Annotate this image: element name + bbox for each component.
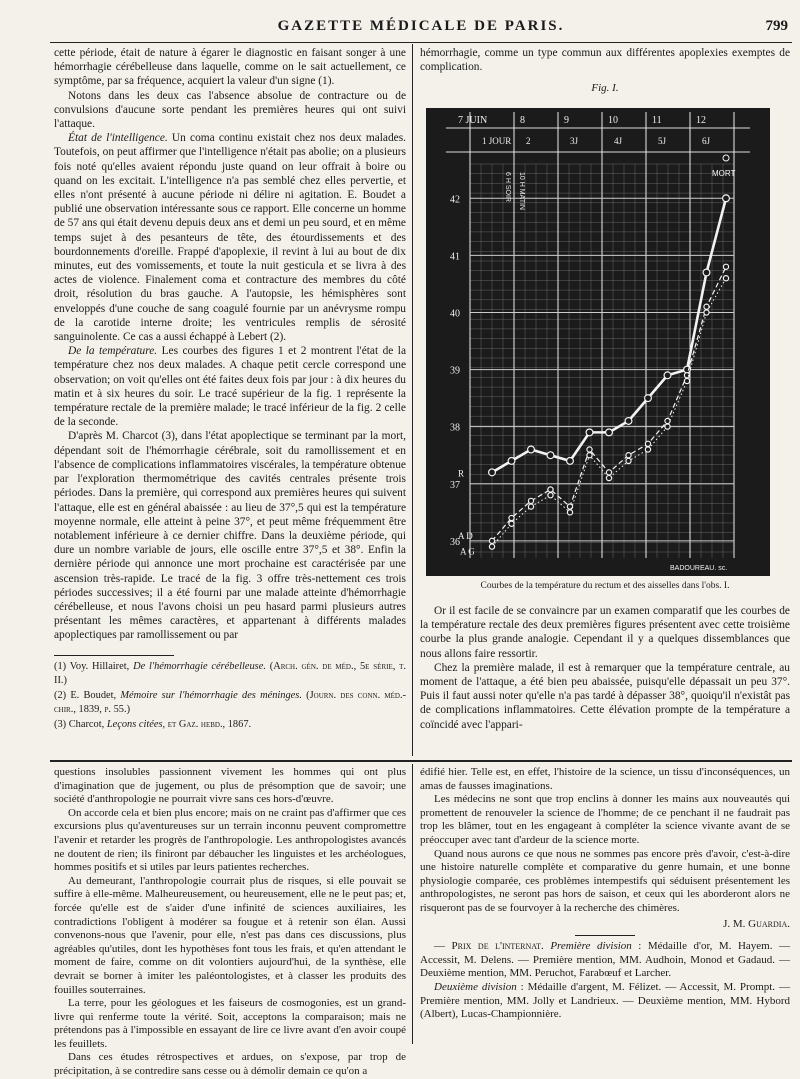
prize-division: Deuxième division bbox=[434, 980, 517, 993]
journal-title: GAZETTE MÉDICALE DE PARIS. bbox=[277, 18, 565, 34]
date-label: 12 bbox=[696, 115, 706, 126]
column-right-top bbox=[420, 46, 790, 74]
data-point bbox=[723, 276, 728, 281]
footnote-title: Mémoire sur l'hémorrhagie des méninges. bbox=[120, 690, 302, 701]
y-tick-label: 39 bbox=[450, 365, 460, 377]
data-point bbox=[665, 418, 670, 423]
day-label: 5J bbox=[658, 136, 667, 146]
date-label: 10 bbox=[608, 115, 618, 126]
y-tick-label: 40 bbox=[450, 308, 460, 320]
paragraph: Chez la première malade, il est à remarquer que la température centrale, au moment de l'attaque, a été bien peu abaissée, puisqu'elle dépassait un peu 37°. Puis il faut aussi noter qu'elle n'a pas tardé à dépasser 38°, quoiqu'il n'existât pas de complications inflammatoires. Cette élévation prompte de la température a coïncidé avec l'appari- bbox=[420, 661, 790, 731]
prize-paragraph bbox=[420, 981, 790, 1022]
data-point bbox=[704, 310, 709, 315]
paragraph: Dans ces études rétrospectives et ardues, on s'expose, par trop de précipitation, à se contredire sans cesse ou à démolir demain ce qu'on a bbox=[54, 1051, 406, 1078]
separator bbox=[575, 935, 635, 936]
data-point bbox=[548, 493, 553, 498]
footnote-divider bbox=[54, 655, 174, 656]
column-right-bottom bbox=[420, 604, 790, 732]
data-point bbox=[547, 452, 554, 459]
data-point bbox=[567, 458, 574, 465]
data-point bbox=[704, 304, 709, 309]
footnotes bbox=[54, 660, 406, 734]
data-point bbox=[587, 453, 592, 458]
chart-background bbox=[426, 108, 770, 576]
column-left-bottom bbox=[54, 766, 406, 1079]
footnote-source: et Gaz. hebd., 1867. bbox=[165, 719, 252, 730]
data-point bbox=[626, 458, 631, 463]
annotation-label: MORT bbox=[712, 169, 736, 178]
footnote-3 bbox=[54, 718, 406, 732]
footnote-source: (Journ. des conn. méd.-chir., 1839, p. 55.) bbox=[54, 690, 407, 715]
data-point bbox=[606, 470, 611, 475]
data-point bbox=[606, 429, 613, 436]
paragraph: hémorrhagie, comme un type commun aux différentes apoplexies exemptes de complication. bbox=[420, 47, 790, 74]
figure-caption: Courbes de la température du rectum et des aisselles dans l'obs. I. bbox=[480, 581, 730, 591]
paragraph: édifié hier. Telle est, en effet, l'histoire de la science, un tissu d'inconséquences, un amas de fausses imaginations. bbox=[420, 766, 790, 792]
paragraph: cette période, était de nature à égarer le diagnostic en faisant songer à une hémorrhagie cérébelleuse dans laquelle, comme on le sait actuellement, ce symptôme, par sa fréquence, acquiert la valeur d'un signe (1). bbox=[54, 47, 406, 88]
data-point bbox=[645, 447, 650, 452]
figure-title: Fig. I. bbox=[591, 82, 619, 94]
footnote-text: (2) E. Boudet, bbox=[54, 690, 121, 701]
day-label: 2 bbox=[526, 136, 531, 146]
page-header bbox=[50, 16, 792, 43]
time-label: 6 H SOIR bbox=[504, 172, 511, 202]
paragraph-intelligence bbox=[54, 131, 406, 344]
column-divider bbox=[412, 44, 413, 756]
footnote-source: (Arch. gén. de méd., 5e série, t. II.) bbox=[54, 661, 406, 686]
data-point bbox=[548, 487, 553, 492]
section-heading: De la température. bbox=[68, 345, 158, 358]
data-point bbox=[528, 504, 533, 509]
day-label: 3J bbox=[570, 136, 579, 146]
data-point bbox=[625, 418, 632, 425]
data-point bbox=[508, 458, 515, 465]
series-label: R bbox=[458, 468, 465, 479]
day-label: 4J bbox=[614, 136, 623, 146]
paragraph: La terre, pour les géologues et les faiseurs de cosmogonies, est un grand-livre qui renferme toute la vérité. Soit, acceptons la comparaison; mais ne prétendons pas à l'impossible en essayant de lire ce livre avant d'en avoir coupé les feuillets. bbox=[54, 997, 406, 1050]
column-divider bbox=[412, 764, 413, 1044]
prize-heading: — Prix de l'internat. bbox=[434, 940, 551, 953]
data-point bbox=[665, 424, 670, 429]
paragraph-text: Un coma continu existait chez nos deux malades. Toutefois, on peut affirmer que l'intelligence n'était pas abolie; on a plusieurs fois noté qu'elles avaient répondu juste quand on leur offrait à boire ou quand on les excitait. L'intelligence n'a pas semblé chez elles pervertie, et elles n'ont présenté à aucune période ni délire ni agitation. E. Boudet a publié une observation intéressante sous ce rapport. Elle concerne un homme de 57 ans qui était devenu depuis deux ans et demi un peu sourd, et en même temps sujet à des pesanteurs de tête, des étourdissements et des bourdonnements d'oreille. Frappé d'apoplexie, il revint à lui au bout de dix minutes, eut des vomissements, et toute la nuit gesticula et se livra à des actes de violence. Finalement coma et contracture des membres du côté droit, résolution du bras gauche. A l'autopsie, les hémisphères sont enveloppés d'une couche de sang coagulé fournie par un anévrysme rompu de la carotide interne droite; les ventricules remplis de sérosité sanguinolente. Ce cas a aussi échappé à Lebert (2). bbox=[54, 132, 407, 344]
engraver-signature: BADOUREAU. sc. bbox=[670, 565, 728, 572]
y-tick-label: 37 bbox=[450, 479, 460, 491]
data-point bbox=[509, 515, 514, 520]
paragraph: D'après M. Charcot (3), dans l'état apoplectique se terminant par la mort, dépendant soit de l'hémorrhagie cérébrale, soit du ramollissement et en l'absence de complications inflammatoires viscérales, la température obtenue par l'exploration thermométrique des cavités centrales présente trois périodes. Dans la première, qui correspond aux premières heures qui suivent l'attaque, elle est en général abaissée : au lieu de 37°,5 qui est la température moyenne normale, elle atteint à peine 37°, et peut même fréquemment être notablement inférieure à ce dernier chiffre. Dans la deuxième période, qui dure un nombre variable de jours, elle oscille entre 37°,5 et 38°. Enfin la dernière période qui annonce une mort prochaine est caractérisée par une ascension très-rapide. Le tracé de la fig. 3 offre très-nettement ces trois périodes successives; il a été fourni par une malade atteinte d'hémorrhagie cérébelleuse, et nous l'avons choisi un peu hasard parmi plusieurs autres présentant les mêmes caractères, et appartenant à différents malades apoplectiques par ramollissement ou par bbox=[54, 430, 406, 642]
paragraph: Notons dans les deux cas l'absence absolue de contracture ou de convulsions d'aucune sorte pendant les premières heures qui ont suivi l'attaque. bbox=[54, 89, 406, 131]
date-label: 11 bbox=[652, 115, 662, 126]
paragraph: Au demeurant, l'anthropologie courrait plus de risques, si elle pouvait se suffire à elle-même. Malheureusement, ou heureusement, elle ne le peut pas; et, forcée qu'elle est de s'aider d'une infinité de sciences auxiliaires, les contradictions l'obligent à modérer sa fougue et à retenir son élan. Aussi convenons-nous que l'avenir, pour elle, n'est pas dans ces discussions, plus agréables qu'utiles, dont les hypothèses font tous les frais, et qu'en attendant le moment de faire, comme on dit volontiers aujourd'hui, de la synthèse, elle devrait se borner à imiter les paléontologistes, et à classer les produits des fouilles souterraines. bbox=[54, 874, 406, 996]
data-point bbox=[509, 521, 514, 526]
y-tick-label: 41 bbox=[450, 251, 460, 263]
column-right-bottom-2 bbox=[420, 766, 790, 1022]
y-tick-label: 36 bbox=[450, 536, 460, 548]
data-point bbox=[489, 538, 494, 543]
paragraph: Or il est facile de se convaincre par un examen comparatif que les courbes de la température rectale des deux premières figures présentent avec cette troisième courbe la plus grande analogie. Cependant il y a quelques dissemblances que nous allons faire ressortir. bbox=[420, 605, 790, 660]
data-point bbox=[645, 441, 650, 446]
column-left-top bbox=[54, 46, 406, 643]
data-point bbox=[528, 446, 535, 453]
day-label: 6J bbox=[702, 136, 711, 146]
section-heading: État de l'intelligence. bbox=[68, 132, 168, 145]
paragraph-text: Les courbes des figures 1 et 2 montrent l'état de la température chez nos deux malades. A chaque petit cercle correspond une observation; on voit qu'elles ont été faites deux fois par jour : à dix heures du matin et à six heures du soir. Le tracé supérieur de la fig. 1 représente la température rectale de la première malade; le tracé inférieur de la fig. 2 celle de la seconde. bbox=[54, 345, 407, 429]
paragraph-temperature bbox=[54, 344, 406, 429]
footnote-text: (1) Voy. Hillairet, bbox=[54, 661, 134, 672]
paragraph: Quand nous aurons ce que nous ne sommes pas encore près d'avoir, c'est-à-dire une histoire naturelle complète et comparative du genre humain, et une bonne physiologie comparée, ces problèmes intempestifs qui séduisent présentement les anthropologistes, ne seront pas hors de saison, et ceux qui les aborderont alors ne risqueront pas de se fourvoyer à la recherche des chimères. bbox=[420, 847, 790, 914]
data-point bbox=[684, 378, 689, 383]
prize-text: : Médaille d'or, M. Hayem. — Accessit, M. Delens. — Première mention, MM. Audhoin, Monod et Gadaud. — Deuxième mention, MM. Peruchot, Farabœuf et Larcher. bbox=[420, 940, 790, 980]
date-label: 9 bbox=[564, 115, 569, 126]
prize-text: : Médaille d'argent, M. Félizet. — Accessit, M. Prompt. — Première mention, MM. Jolly et Landrieux. — Deuxième mention, MM. Hybord (Albert), Lucas-Championnière. bbox=[420, 980, 790, 1021]
date-label: 7 JUIN bbox=[458, 115, 488, 126]
data-point bbox=[528, 498, 533, 503]
date-label: 8 bbox=[520, 115, 525, 126]
prize-paragraph bbox=[420, 940, 790, 981]
y-tick-label: 38 bbox=[450, 422, 460, 434]
data-point bbox=[626, 453, 631, 458]
series-label: A G bbox=[460, 546, 475, 557]
prize-division: Première division bbox=[550, 940, 632, 953]
data-point bbox=[567, 510, 572, 515]
y-tick-label: 42 bbox=[450, 194, 460, 206]
paragraph: Les médecins ne sont que trop enclins à donner les mains aux nouveautés qui promettent de renouveler la science de l'homme; de ce penchant il ne faudrait pas trop les blâmer, tout en les engageant à compléter la science vivante avant de se préoccuper avec tant d'ardeur de la science morte. bbox=[420, 793, 790, 846]
section-divider bbox=[50, 760, 792, 762]
series-label: A D bbox=[458, 530, 473, 541]
day-label: 1 JOUR bbox=[482, 136, 512, 146]
temperature-chart bbox=[426, 108, 770, 576]
data-point bbox=[703, 269, 710, 276]
author-signature: J. M. Guardia. bbox=[723, 917, 790, 930]
time-label: 10 H MATIN bbox=[518, 172, 525, 210]
data-point bbox=[723, 264, 728, 269]
page-number: 799 bbox=[765, 18, 788, 34]
data-point bbox=[723, 195, 730, 202]
footnote-title: Leçons citées, bbox=[106, 719, 166, 730]
data-point bbox=[606, 475, 611, 480]
paragraph: On accorde cela et bien plus encore; mais on ne craint pas d'affirmer que ces excursions plus qu'aventureuses sur un terrain inconnu peuvent compromettre l'avenir et retarder les progrès de l'anthropologie. Les anthropologistes avancés ne doutent de rien; ils finiront par débaucher les linguistes et les archéologues, hommes positifs et si utiles par leurs patientes recherches. bbox=[54, 806, 406, 874]
data-point bbox=[489, 469, 496, 476]
data-point bbox=[664, 372, 671, 379]
footnote-2 bbox=[54, 689, 406, 716]
footnote-1 bbox=[54, 660, 406, 687]
data-point bbox=[587, 447, 592, 452]
paragraph: questions insolubles passionnent vivement les hommes qui ont plus d'imagination que de jugement, ou plus de présomption que de savoir; une société d'anthropologie ne pourrait vivre sans ces hors-d'œuvre. bbox=[54, 766, 406, 806]
data-point bbox=[645, 395, 652, 402]
footnote-text: (3) Charcot, bbox=[54, 719, 107, 730]
data-point bbox=[586, 429, 593, 436]
data-point bbox=[489, 544, 494, 549]
footnote-title: De l'hémorrhagie cérébelleuse. bbox=[133, 661, 266, 672]
